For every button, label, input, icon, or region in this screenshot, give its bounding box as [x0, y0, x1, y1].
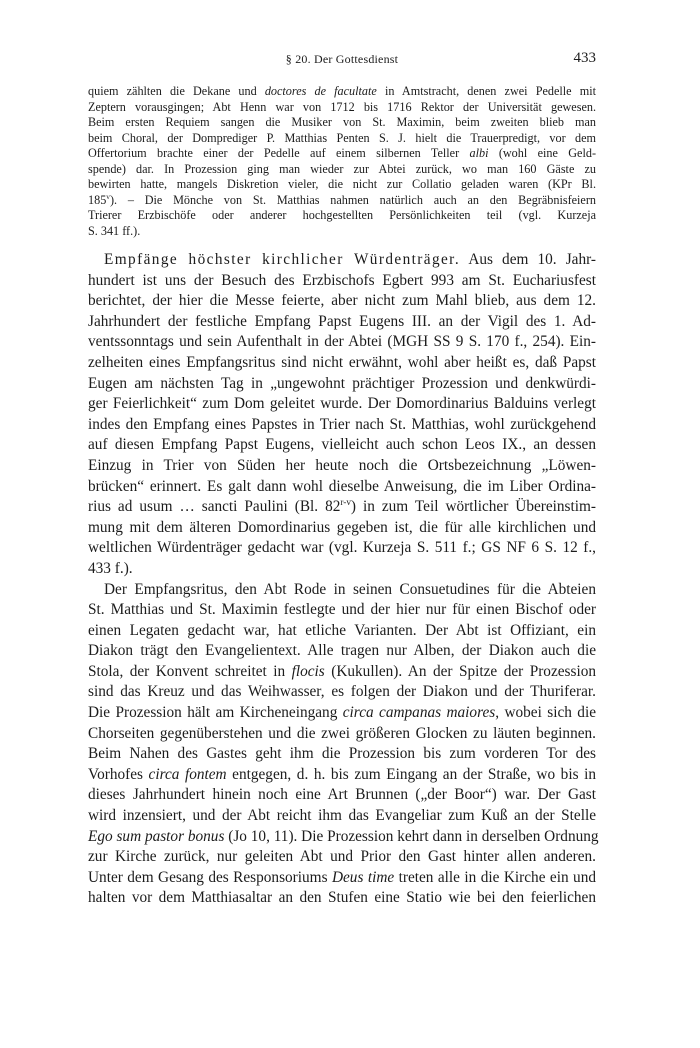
text-run: S. 341 ff.). [88, 223, 141, 238]
text-line [88, 456, 596, 477]
running-title: § 20. Der Gottesdienst [285, 52, 399, 66]
text-line [88, 415, 596, 436]
text-run: indes den Empfang eines Papstes in Trier nach St. Matthias, wohl zurückgehend [88, 415, 596, 433]
text-line [88, 271, 596, 292]
text-run: ). – Die Mönche von St. Matthias nahmen natürlich auch an den Begräbnisfeiern [109, 192, 596, 207]
text-run: ger Feierlichkeit“ zum Dom geleitet wurde. Der Domordinarius Balduins verlegt [88, 395, 596, 413]
text-run: Der Empfangsritus, den Abt Rode in seinen Consuetudines für die Abteien [104, 580, 596, 598]
text-run: beim Choral, der Domprediger P. Matthias Penten S. J. hielt die Trauerpredigt, vor dem [88, 130, 596, 145]
text-run: Diakon trägt den Evangelientext. Alle tragen nur Alben, der Diakon auch die [88, 642, 596, 660]
text-run: Beim Nahen des Gastes geht ihm die Prozession bis zum vorderen Tor des [88, 745, 596, 763]
text-run: spende) dar. In Prozession ging man wieder zur Abtei zurück, wo man 160 Gäste zu [88, 161, 596, 176]
text-run: zur Kirche zurück, nur geleiten Abt und Prior den Gast hinter allen anderen. [88, 848, 596, 866]
paragraph [88, 250, 596, 580]
italic-text: flocis [291, 662, 325, 680]
text-run: wird inzensiert, und der Abt reicht ihm das Evangeliar zum Kuß an der Stelle [88, 807, 596, 825]
italic-text: circa fontem [148, 765, 227, 783]
text-line [88, 641, 596, 662]
italic-text: albi [469, 146, 489, 161]
text-line [88, 827, 599, 848]
italic-text: Ego sum pastor bonus [88, 827, 225, 845]
text-run: entgegen, d. h. bis zum Eingang an der Straße, wo bis in [226, 765, 596, 783]
text-run: dieses Jahrhundert hinein noch eine Art Brunnen („der Boor“) war. Der Gast [88, 786, 596, 804]
text-run: hundert ist uns der Besuch des Erzbischofs Egbert 993 am St. Euchariusfest [88, 271, 596, 289]
text-run: mung mit dem älteren Domordinarius gegeben ist, die für alle kirchlichen und [88, 518, 596, 536]
text-line [88, 538, 596, 559]
text-line [88, 559, 596, 580]
text-run: (Jo 10, 11). Die Prozession kehrt dann in derselben Ordnung [224, 827, 599, 845]
text-line [88, 332, 596, 353]
footnote-block [88, 84, 596, 239]
text-line [88, 682, 596, 703]
paragraph [88, 580, 599, 910]
text-line [88, 785, 596, 806]
text-run: Einzug in Trier von Süden her heute noch die Ortsbezeichnung „Löwen- [88, 456, 596, 474]
footnote-line [88, 131, 596, 147]
superscript: v [106, 191, 110, 201]
footnote-line [88, 84, 596, 100]
section-heading: Empfänge höchster kirchlicher Würdenträger. [104, 251, 461, 268]
footnote-line [88, 100, 596, 116]
text-line [88, 703, 596, 724]
text-run: quiem zählten die Dekane und [88, 84, 265, 98]
footnote-line [88, 115, 596, 131]
footnote-line [88, 224, 596, 240]
text-run: in Amtstracht, denen zwei Pedelle mit [376, 84, 596, 98]
text-run: Offertorium brachte einer der Pedelle auf einem silbernen Teller [88, 146, 470, 161]
text-run: ) in zum Teil wörtlicher Übereinstim- [350, 498, 596, 516]
text-line [88, 580, 596, 601]
text-run: brücken“ erinnert. Es galt dann wohl dieselbe Anweisung, die im Liber Ordina- [88, 477, 596, 495]
text-run: rius ad usum … sancti Paulini (Bl. 82 [88, 498, 341, 516]
text-line [88, 518, 596, 539]
text-line [88, 374, 596, 395]
footnote-line [88, 193, 596, 209]
footnote-line [88, 177, 596, 193]
text-run: , wobei sich die [495, 704, 596, 722]
italic-text: Deus time [331, 868, 395, 886]
text-run: St. Matthias und St. Maximin festlegte und der hier nur für einen Bischof oder [88, 601, 596, 619]
footnote-line [88, 162, 596, 178]
text-run: Unter dem Gesang des Responsoriums [88, 868, 332, 886]
footnote-line [88, 208, 596, 224]
text-run: Beim ersten Requiem sangen die Musiker von St. Maximin, beim zweiten blieb man [88, 115, 596, 130]
page-number: 433 [573, 50, 596, 66]
text-line [88, 291, 596, 312]
italic-text: doctores de facultate [264, 84, 377, 98]
text-line [88, 394, 596, 415]
text-run: zelheiten eines Empfangsritus sind nicht erwähnt, wohl aber heißt es, daß Papst [88, 353, 596, 371]
text-run: halten vor dem Matthiasaltar an den Stufen eine Statio wie bei den feierlichen [88, 889, 596, 907]
italic-text: circa campanas maiores [342, 704, 496, 722]
text-line [88, 600, 596, 621]
text-line [88, 250, 596, 271]
text-run: Aus dem 10. Jahr- [460, 251, 596, 268]
text-run: Jahrhundert der festliche Empfang Papst Eugens III. an der Vigil des 1. Ad- [88, 312, 596, 330]
text-run: 433 f.). [88, 559, 133, 577]
text-run: auf diesen Empfang Papst Eugens, vielleicht auch schon Leos IX., an dessen [88, 436, 596, 454]
text-line [88, 312, 596, 333]
text-run: treten alle in die Kirche ein und [394, 868, 596, 886]
footnote-line [88, 146, 596, 162]
text-run: Eugen am nächsten Tag in „ungewohnt prächtiger Prozession und denkwürdi- [88, 374, 596, 392]
text-run: Chorseiten gegenüberstehen und die zwei größeren Glocken zu läuten beginnen. [88, 724, 596, 742]
text-run: bewirten hatte, mangels Diskretion vieler, die nicht zur Collatio geladen waren (KPr Bl. [88, 177, 596, 192]
text-line [88, 847, 596, 868]
text-line [88, 477, 596, 498]
text-run: ventssonntags und sein Aufenthalt in der Abtei (MGH SS 9 S. 170 f., 254). Ein- [88, 333, 596, 351]
text-run: berichtet, der hier die Messe feierte, aber nicht zum Mahl blieb, aus dem 12. [88, 292, 596, 310]
text-run: einen Legaten gedacht war, hat etliche Varianten. Der Abt ist Offiziant, ein [88, 621, 596, 639]
text-line [88, 662, 596, 683]
text-line [88, 806, 596, 827]
text-run: Trierer Erzbischöfe oder anderer hochgestellten Persönlichkeiten teil (vgl. Kurzeja [88, 208, 596, 223]
text-line [88, 497, 596, 518]
text-run: Die Prozession hält am Kircheneingang [88, 704, 343, 722]
text-run: (Kukullen). An der Spitze der Prozession [324, 662, 596, 680]
text-line [88, 888, 596, 909]
text-line [88, 868, 596, 889]
text-line [88, 435, 596, 456]
text-run: 185 [88, 192, 107, 207]
text-line [88, 353, 596, 374]
text-run: sind das Kreuz und das Weihwasser, es folgen der Diakon und der Thuriferar. [88, 683, 596, 701]
running-head [88, 50, 596, 70]
text-run: (wohl eine Geld- [488, 146, 596, 161]
text-run: Zeptern vorausgingen; Abt Henn war von 1712 bis 1716 Rektor der Universität gewesen. [88, 99, 596, 114]
text-line [88, 621, 596, 642]
text-line [88, 724, 596, 745]
text-run: Stola, der Konvent schreitet in [88, 662, 292, 680]
text-line [88, 744, 596, 765]
main-text [88, 250, 599, 909]
text-run: Vorhofes [88, 765, 149, 783]
superscript: r-v [340, 497, 351, 508]
text-line [88, 765, 596, 786]
text-run: weltlichen Würdenträger gedacht war (vgl. Kurzeja S. 511 f.; GS NF 6 S. 12 f., [88, 539, 596, 557]
